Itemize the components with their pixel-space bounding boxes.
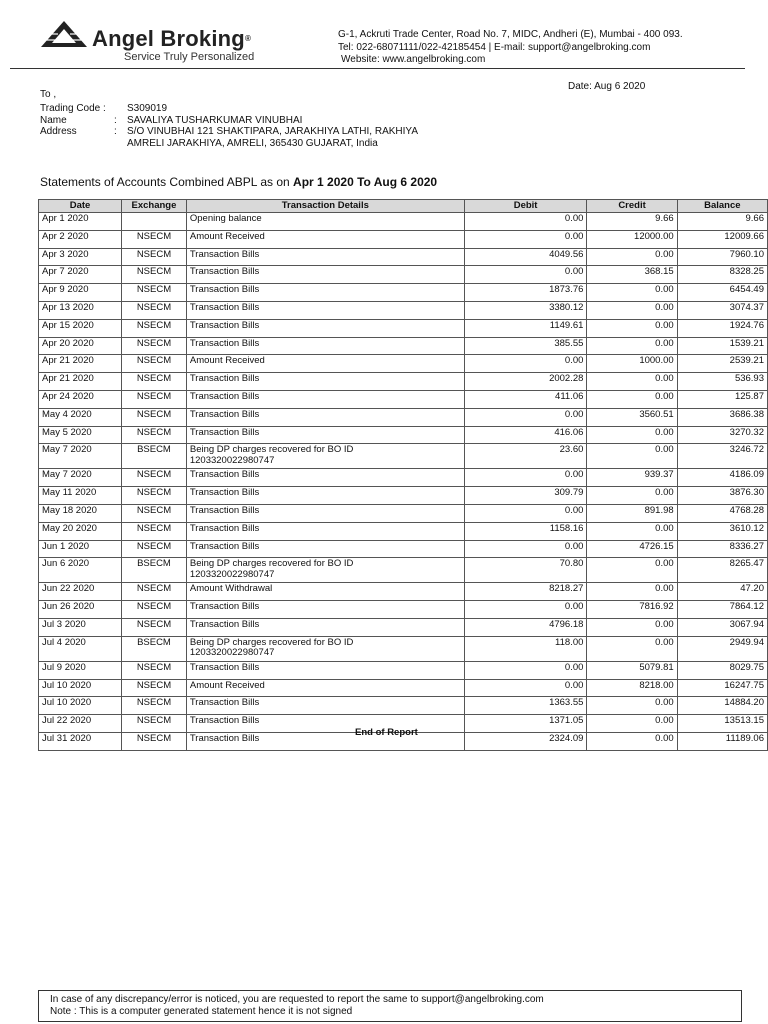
cell-balance: 8265.47 bbox=[677, 558, 767, 583]
table-row bbox=[39, 487, 768, 505]
table-row bbox=[39, 504, 768, 522]
footer-note bbox=[50, 994, 544, 1017]
cell-details: Transaction Bills bbox=[186, 284, 464, 302]
cell-exchange bbox=[122, 213, 187, 231]
angel-broking-logo-icon bbox=[40, 20, 88, 48]
cell-credit: 0.00 bbox=[587, 732, 677, 750]
table-row bbox=[39, 248, 768, 266]
brand-tagline: Service Truly Personalized bbox=[124, 51, 255, 63]
client-name: SAVALIYA TUSHARKUMAR VINUBHAI bbox=[127, 114, 303, 126]
cell-credit: 0.00 bbox=[587, 487, 677, 505]
cell-balance: 4186.09 bbox=[677, 469, 767, 487]
cell-debit: 2324.09 bbox=[464, 732, 587, 750]
cell-debit: 0.00 bbox=[464, 601, 587, 619]
cell-credit: 7816.92 bbox=[587, 601, 677, 619]
cell-details: Amount Received bbox=[186, 679, 464, 697]
cell-balance: 14884.20 bbox=[677, 697, 767, 715]
cell-debit: 0.00 bbox=[464, 213, 587, 231]
table-row bbox=[39, 408, 768, 426]
cell-balance: 11189.06 bbox=[677, 732, 767, 750]
cell-balance: 536.93 bbox=[677, 373, 767, 391]
cell-details: Transaction Bills bbox=[186, 373, 464, 391]
cell-exchange: NSECM bbox=[122, 697, 187, 715]
cell-balance: 3686.38 bbox=[677, 408, 767, 426]
cell-credit: 939.37 bbox=[587, 469, 677, 487]
cell-exchange: NSECM bbox=[122, 390, 187, 408]
cell-credit: 0.00 bbox=[587, 390, 677, 408]
cell-credit: 0.00 bbox=[587, 618, 677, 636]
table-row bbox=[39, 469, 768, 487]
cell-balance: 2539.21 bbox=[677, 355, 767, 373]
cell-credit: 12000.00 bbox=[587, 230, 677, 248]
col-header-credit: Credit bbox=[587, 200, 677, 213]
col-header-debit: Debit bbox=[464, 200, 587, 213]
cell-debit: 4796.18 bbox=[464, 618, 587, 636]
cell-exchange: NSECM bbox=[122, 266, 187, 284]
cell-balance: 47.20 bbox=[677, 583, 767, 601]
cell-exchange: NSECM bbox=[122, 661, 187, 679]
cell-details: Transaction Bills bbox=[186, 266, 464, 284]
cell-balance: 7864.12 bbox=[677, 601, 767, 619]
statement-title: Statements of Accounts Combined ABPL as on Apr 1 2020 To Aug 6 2020 bbox=[40, 175, 438, 189]
cell-credit: 5079.81 bbox=[587, 661, 677, 679]
client-info: Trading Code : S309019 Name : SAVALIYA TUSHARKUMAR VINUBHAI Address : S/O VINUBHAI 121 SHAKTIPARA, JARAKHIYA LATHI, RAKHIYA AMRELI JARAKHIYA, AMRELI, 365430 GUJARAT, India bbox=[40, 103, 567, 149]
cell-credit: 0.00 bbox=[587, 337, 677, 355]
cell-debit: 1363.55 bbox=[464, 697, 587, 715]
cell-credit: 0.00 bbox=[587, 301, 677, 319]
cell-debit: 309.79 bbox=[464, 487, 587, 505]
cell-balance: 16247.75 bbox=[677, 679, 767, 697]
table-row bbox=[39, 583, 768, 601]
table-row bbox=[39, 373, 768, 391]
col-header-details: Transaction Details bbox=[186, 200, 464, 213]
cell-balance: 7960.10 bbox=[677, 248, 767, 266]
cell-exchange: NSECM bbox=[122, 469, 187, 487]
cell-exchange: NSECM bbox=[122, 504, 187, 522]
cell-exchange: NSECM bbox=[122, 540, 187, 558]
client-address-line1: S/O VINUBHAI 121 SHAKTIPARA, JARAKHIYA LATHI, RAKHIYA bbox=[127, 126, 419, 138]
cell-date: Apr 1 2020 bbox=[39, 213, 122, 231]
to-label: To , bbox=[40, 89, 57, 100]
cell-credit: 0.00 bbox=[587, 319, 677, 337]
cell-debit: 1149.61 bbox=[464, 319, 587, 337]
cell-credit: 3560.51 bbox=[587, 408, 677, 426]
cell-debit: 411.06 bbox=[464, 390, 587, 408]
table-body bbox=[39, 213, 768, 751]
cell-credit: 0.00 bbox=[587, 444, 677, 469]
cell-debit: 0.00 bbox=[464, 355, 587, 373]
cell-details: Transaction Bills bbox=[186, 248, 464, 266]
cell-date: May 5 2020 bbox=[39, 426, 122, 444]
cell-date: May 7 2020 bbox=[39, 469, 122, 487]
cell-credit: 0.00 bbox=[587, 522, 677, 540]
name-label: Name bbox=[40, 114, 67, 126]
cell-credit: 0.00 bbox=[587, 715, 677, 733]
cell-credit: 0.00 bbox=[587, 373, 677, 391]
cell-date: May 18 2020 bbox=[39, 504, 122, 522]
cell-balance: 3074.37 bbox=[677, 301, 767, 319]
cell-details: Amount Withdrawal bbox=[186, 583, 464, 601]
cell-exchange: NSECM bbox=[122, 715, 187, 733]
cell-details: Transaction Bills bbox=[186, 661, 464, 679]
cell-date: Apr 3 2020 bbox=[39, 248, 122, 266]
cell-balance: 1539.21 bbox=[677, 337, 767, 355]
col-header-date: Date bbox=[39, 200, 122, 213]
table-row bbox=[39, 337, 768, 355]
cell-exchange: NSECM bbox=[122, 248, 187, 266]
cell-exchange: NSECM bbox=[122, 618, 187, 636]
cell-date: Apr 15 2020 bbox=[39, 319, 122, 337]
cell-details: Transaction Bills bbox=[186, 390, 464, 408]
cell-details: Transaction Bills bbox=[186, 732, 464, 750]
cell-date: Jul 22 2020 bbox=[39, 715, 122, 733]
cell-debit: 0.00 bbox=[464, 408, 587, 426]
trading-code-label: Trading Code : bbox=[40, 103, 106, 114]
table-row bbox=[39, 355, 768, 373]
client-address-line2: AMRELI JARAKHIYA, AMRELI, 365430 GUJARAT, India bbox=[127, 137, 378, 149]
table-row bbox=[39, 679, 768, 697]
col-header-balance: Balance bbox=[677, 200, 767, 213]
cell-credit: 1000.00 bbox=[587, 355, 677, 373]
table-row bbox=[39, 661, 768, 679]
cell-date: Apr 21 2020 bbox=[39, 373, 122, 391]
cell-date: Jul 9 2020 bbox=[39, 661, 122, 679]
cell-exchange: NSECM bbox=[122, 301, 187, 319]
company-contact bbox=[338, 29, 758, 67]
cell-details: Transaction Bills bbox=[186, 715, 464, 733]
brand-name: Angel Broking® bbox=[92, 26, 252, 51]
cell-debit: 118.00 bbox=[464, 636, 587, 661]
cell-details: Being DP charges recovered for BO ID 1203320022980747 bbox=[186, 558, 464, 583]
cell-balance: 3067.94 bbox=[677, 618, 767, 636]
cell-balance: 3246.72 bbox=[677, 444, 767, 469]
cell-date: Apr 9 2020 bbox=[39, 284, 122, 302]
statement-range: Apr 1 2020 To Aug 6 2020 bbox=[293, 175, 438, 189]
table-row bbox=[39, 284, 768, 302]
cell-details: Transaction Bills bbox=[186, 504, 464, 522]
cell-credit: 9.66 bbox=[587, 213, 677, 231]
cell-credit: 368.15 bbox=[587, 266, 677, 284]
cell-debit: 23.60 bbox=[464, 444, 587, 469]
cell-date: Jul 31 2020 bbox=[39, 732, 122, 750]
cell-credit: 0.00 bbox=[587, 697, 677, 715]
cell-debit: 0.00 bbox=[464, 504, 587, 522]
header-divider bbox=[10, 68, 745, 69]
cell-debit: 8218.27 bbox=[464, 583, 587, 601]
cell-balance: 12009.66 bbox=[677, 230, 767, 248]
cell-details: Amount Received bbox=[186, 230, 464, 248]
cell-credit: 0.00 bbox=[587, 558, 677, 583]
cell-credit: 0.00 bbox=[587, 426, 677, 444]
table-row bbox=[39, 266, 768, 284]
cell-balance: 2949.94 bbox=[677, 636, 767, 661]
end-of-report: End of Report bbox=[355, 727, 418, 738]
cell-exchange: NSECM bbox=[122, 601, 187, 619]
cell-debit: 0.00 bbox=[464, 540, 587, 558]
cell-balance: 3270.32 bbox=[677, 426, 767, 444]
cell-details: Transaction Bills bbox=[186, 319, 464, 337]
cell-exchange: NSECM bbox=[122, 355, 187, 373]
company-phone-email: Tel: 022-68071111/022-42185454 | E-mail: support@angelbroking.com bbox=[338, 41, 651, 53]
cell-date: Jun 22 2020 bbox=[39, 583, 122, 601]
cell-debit: 0.00 bbox=[464, 266, 587, 284]
cell-debit: 416.06 bbox=[464, 426, 587, 444]
cell-details: Being DP charges recovered for BO ID 1203320022980747 bbox=[186, 636, 464, 661]
cell-debit: 385.55 bbox=[464, 337, 587, 355]
cell-date: Jun 6 2020 bbox=[39, 558, 122, 583]
table-row bbox=[39, 697, 768, 715]
cell-debit: 0.00 bbox=[464, 679, 587, 697]
cell-details: Transaction Bills bbox=[186, 426, 464, 444]
cell-details: Transaction Bills bbox=[186, 469, 464, 487]
cell-date: Jun 26 2020 bbox=[39, 601, 122, 619]
cell-details: Transaction Bills bbox=[186, 540, 464, 558]
cell-credit: 0.00 bbox=[587, 636, 677, 661]
cell-exchange: NSECM bbox=[122, 319, 187, 337]
table-row bbox=[39, 540, 768, 558]
cell-date: Jun 1 2020 bbox=[39, 540, 122, 558]
cell-details: Amount Received bbox=[186, 355, 464, 373]
cell-debit: 2002.28 bbox=[464, 373, 587, 391]
table-row bbox=[39, 558, 768, 583]
cell-exchange: NSECM bbox=[122, 373, 187, 391]
cell-exchange: BSECM bbox=[122, 558, 187, 583]
table-row bbox=[39, 390, 768, 408]
cell-date: Jul 3 2020 bbox=[39, 618, 122, 636]
table-row bbox=[39, 319, 768, 337]
cell-details: Transaction Bills bbox=[186, 522, 464, 540]
cell-date: Apr 24 2020 bbox=[39, 390, 122, 408]
cell-exchange: BSECM bbox=[122, 444, 187, 469]
cell-date: Jul 10 2020 bbox=[39, 679, 122, 697]
cell-date: Jul 10 2020 bbox=[39, 697, 122, 715]
cell-exchange: NSECM bbox=[122, 426, 187, 444]
cell-debit: 1158.16 bbox=[464, 522, 587, 540]
cell-details: Transaction Bills bbox=[186, 301, 464, 319]
cell-debit: 3380.12 bbox=[464, 301, 587, 319]
cell-debit: 0.00 bbox=[464, 230, 587, 248]
table-row bbox=[39, 426, 768, 444]
cell-balance: 125.87 bbox=[677, 390, 767, 408]
cell-exchange: NSECM bbox=[122, 583, 187, 601]
cell-credit: 0.00 bbox=[587, 248, 677, 266]
statement-date: Date: Aug 6 2020 bbox=[568, 81, 646, 92]
cell-balance: 3610.12 bbox=[677, 522, 767, 540]
cell-exchange: NSECM bbox=[122, 408, 187, 426]
cell-exchange: NSECM bbox=[122, 522, 187, 540]
table-row bbox=[39, 618, 768, 636]
cell-credit: 0.00 bbox=[587, 284, 677, 302]
cell-date: May 20 2020 bbox=[39, 522, 122, 540]
table-row bbox=[39, 230, 768, 248]
table-row bbox=[39, 522, 768, 540]
cell-date: Apr 21 2020 bbox=[39, 355, 122, 373]
cell-date: Jul 4 2020 bbox=[39, 636, 122, 661]
cell-details: Transaction Bills bbox=[186, 487, 464, 505]
cell-balance: 8029.75 bbox=[677, 661, 767, 679]
cell-balance: 8328.25 bbox=[677, 266, 767, 284]
cell-exchange: NSECM bbox=[122, 679, 187, 697]
col-header-exchange: Exchange bbox=[122, 200, 187, 213]
cell-details: Transaction Bills bbox=[186, 601, 464, 619]
cell-details: Opening balance bbox=[186, 213, 464, 231]
cell-balance: 1924.76 bbox=[677, 319, 767, 337]
table-row bbox=[39, 444, 768, 469]
cell-balance: 13513.15 bbox=[677, 715, 767, 733]
cell-credit: 0.00 bbox=[587, 583, 677, 601]
cell-exchange: NSECM bbox=[122, 487, 187, 505]
table-row bbox=[39, 601, 768, 619]
cell-debit: 0.00 bbox=[464, 661, 587, 679]
cell-exchange: NSECM bbox=[122, 284, 187, 302]
cell-balance: 8336.27 bbox=[677, 540, 767, 558]
cell-exchange: NSECM bbox=[122, 732, 187, 750]
cell-exchange: BSECM bbox=[122, 636, 187, 661]
cell-credit: 891.98 bbox=[587, 504, 677, 522]
cell-details: Transaction Bills bbox=[186, 697, 464, 715]
company-website: Website: www.angelbroking.com bbox=[341, 54, 486, 65]
address-label: Address bbox=[40, 126, 77, 138]
table-header-row bbox=[39, 200, 768, 213]
cell-details: Being DP charges recovered for BO ID 1203320022980747 bbox=[186, 444, 464, 469]
cell-debit: 1371.05 bbox=[464, 715, 587, 733]
cell-credit: 4726.15 bbox=[587, 540, 677, 558]
cell-debit: 4049.56 bbox=[464, 248, 587, 266]
trading-code-value: S309019 bbox=[127, 103, 168, 114]
footer-line-1: In case of any discrepancy/error is noticed, you are requested to report the same to support@angelbroking.com bbox=[50, 994, 544, 1005]
statement-table bbox=[38, 199, 768, 751]
cell-details: Transaction Bills bbox=[186, 408, 464, 426]
cell-balance: 4768.28 bbox=[677, 504, 767, 522]
cell-date: Apr 13 2020 bbox=[39, 301, 122, 319]
cell-date: Apr 7 2020 bbox=[39, 266, 122, 284]
cell-details: Transaction Bills bbox=[186, 618, 464, 636]
cell-balance: 9.66 bbox=[677, 213, 767, 231]
footer-line-2: Note : This is a computer generated statement hence it is not signed bbox=[50, 1005, 353, 1017]
cell-details: Transaction Bills bbox=[186, 337, 464, 355]
cell-debit: 70.80 bbox=[464, 558, 587, 583]
cell-debit: 1873.76 bbox=[464, 284, 587, 302]
cell-debit: 0.00 bbox=[464, 469, 587, 487]
table-row bbox=[39, 636, 768, 661]
cell-balance: 6454.49 bbox=[677, 284, 767, 302]
cell-exchange: NSECM bbox=[122, 337, 187, 355]
cell-date: May 7 2020 bbox=[39, 444, 122, 469]
table-row bbox=[39, 213, 768, 231]
cell-date: May 11 2020 bbox=[39, 487, 122, 505]
cell-balance: 3876.30 bbox=[677, 487, 767, 505]
company-address: G-1, Ackruti Trade Center, Road No. 7, MIDC, Andheri (E), Mumbai - 400 093. bbox=[338, 29, 683, 40]
cell-date: Apr 2 2020 bbox=[39, 230, 122, 248]
cell-date: Apr 20 2020 bbox=[39, 337, 122, 355]
cell-date: May 4 2020 bbox=[39, 408, 122, 426]
cell-exchange: NSECM bbox=[122, 230, 187, 248]
table-row bbox=[39, 301, 768, 319]
cell-credit: 8218.00 bbox=[587, 679, 677, 697]
